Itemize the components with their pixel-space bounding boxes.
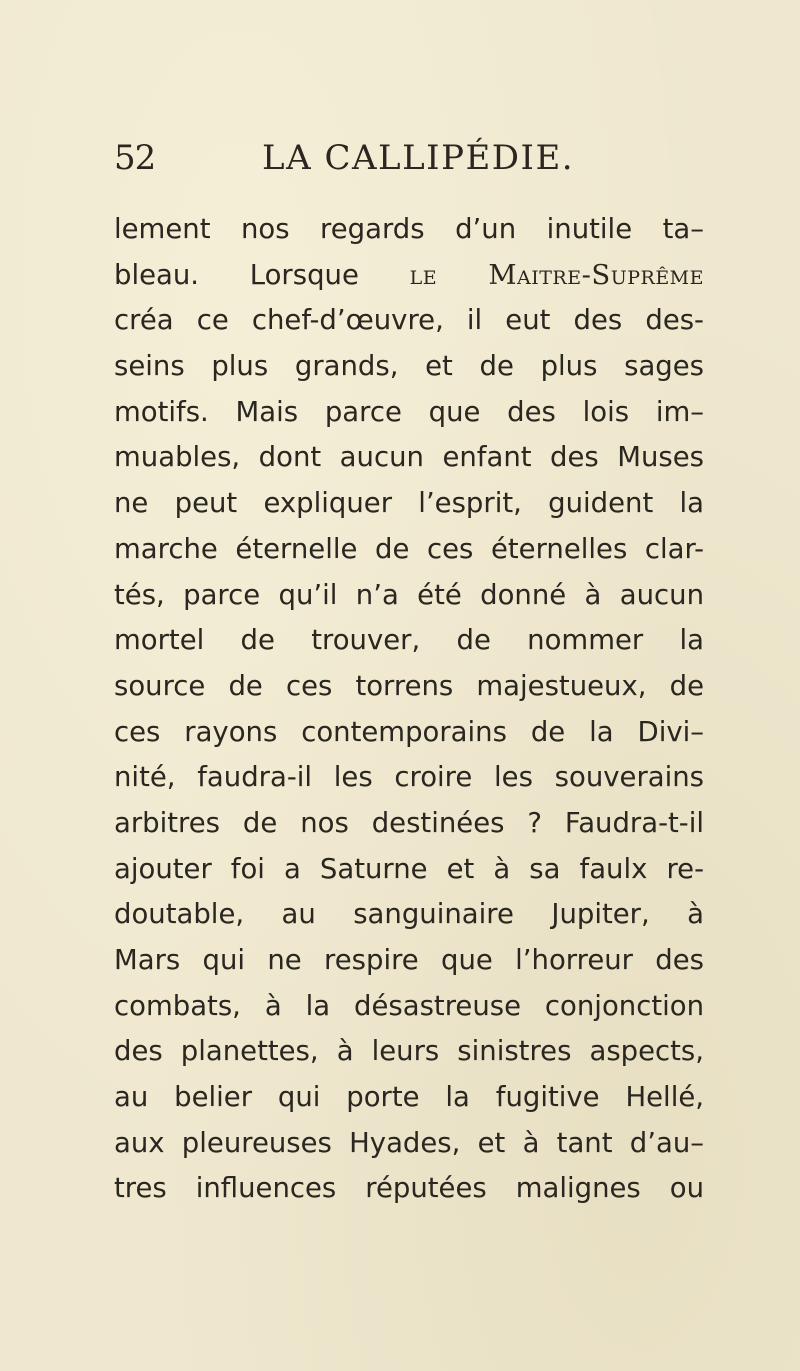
text-line: source de ces torrens majestueux, de: [114, 669, 704, 702]
page-header: [114, 138, 714, 188]
text-line: tres influences réputées malignes ou: [114, 1172, 704, 1205]
text-line: aux pleureuses Hyades, et à tant d’au–: [114, 1126, 704, 1159]
body-text: [114, 207, 704, 1212]
text-line: nité, faudra-il les croire les souverains: [114, 761, 704, 794]
text-line: seins plus grands, et de plus sages: [114, 350, 704, 383]
page-number: 52: [114, 138, 156, 178]
text-line: motifs. Mais parce que des lois im–: [114, 395, 704, 428]
text-line: [114, 253, 704, 299]
text-line: combats, à la désastreuse conjonction: [114, 989, 704, 1022]
text-line: ces rayons contemporains de la Divi–: [114, 715, 704, 748]
text-line: des planettes, à leurs sinistres aspects,: [114, 1035, 704, 1068]
text-line: Mars qui ne respire que l’horreur des: [114, 944, 704, 976]
smallcaps-phrase: le Maitre-Suprême: [409, 258, 705, 291]
text-line: au belier qui porte la fugitive Hellé,: [114, 1081, 704, 1114]
text-line: mortel de trouver, de nommer la: [114, 624, 704, 657]
text-line: marche éternelle de ces éternelles clar-: [114, 532, 704, 565]
text-line: lement nos regards d’un inutile ta–: [114, 213, 704, 245]
text-line: ajouter foi a Saturne et à sa faulx re-: [114, 852, 704, 885]
text-line: muables, dont aucun enfant des Muses: [114, 441, 704, 474]
text-line: arbitres de nos destinées ? Faudra-t-il: [114, 806, 704, 839]
text-line-start: bleau. Lorsque: [114, 258, 410, 291]
text-line: tés, parce qu’il n’a été donné à aucun: [114, 578, 704, 611]
text-line: créa ce chef-d’œuvre, il eut des des-: [114, 304, 704, 337]
text-line: doutable, au sanguinaire Jupiter, à: [114, 898, 704, 931]
text-line: ne peut expliquer l’esprit, guident la: [114, 487, 704, 520]
running-title: LA CALLIPÉDIE.: [262, 138, 575, 178]
